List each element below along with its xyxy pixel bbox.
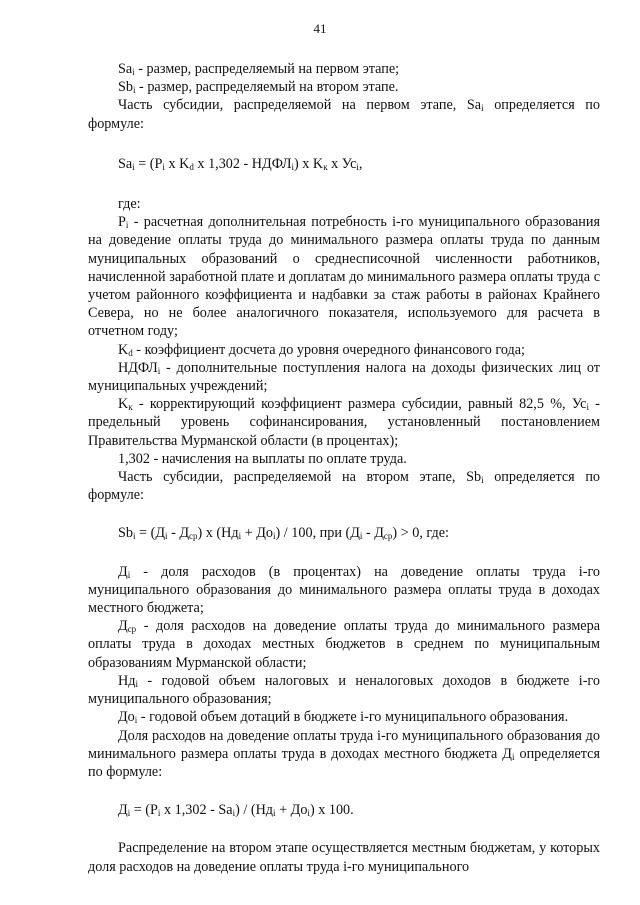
paragraph-share-formula: Доля расходов на доведение оплаты труда i-го муниципального образования до минимального размера оплаты труда в доходах местного бюджета $Д_i$ определяется по формуле: [88, 727, 600, 780]
definition-ndi: $Нд_i$ - годовой объем налоговых и неналоговых доходов в бюджете i-го муниципального образования; [88, 672, 600, 708]
paragraph-distribution: Распределение на втором этапе осуществляется местным бюджетам, у которых доля расходов на доведение оплаты труда i-го муниципального [88, 840, 600, 875]
definition-kd: $K_d$ - коэффициент досчета до уровня очередного финансового года; [118, 341, 526, 358]
definition-doi: $До_i$ - годовой объем дотаций в бюджете i-го муниципального образования. [118, 709, 569, 726]
formula-di: $Д_i = (P_i$ x $1,302 - Sa_i) / (Нд_i + До_i)$ x 100. [118, 802, 354, 819]
definition-di: $Д_i$ - доля расходов (в процентах) на доведение оплаты труда i-го муниципального образования до минимального размера оплаты труда в доходах местного бюджета; [88, 563, 600, 617]
definition-kk-usi: $K_к$ - корректирующий коэффициент размера субсидии, равный 82,5 %, $Ус_i$ - предельный уровень софинансирования, установленный постановлением Правительства Мурманской области (в процентах); [88, 396, 600, 449]
paragraph-first-stage: Часть субсидии, распределяемой на первом этапе, $Sa_i$ определяется по формуле: [88, 97, 600, 132]
definition-p: $P_i$ - расчетная дополнительная потребность i-го муниципального образования на доведение оплаты труда до минимального размера оплаты труда по данным муниципальных образований о среднесписочной численности работников, начисленной заработной плате и доплатам до минимального размера оплаты труда с учетом районного коэффициента и надбавки за стаж работы в районах Крайнего Севера, но не более аналогичного показателя, используемого для расчета в отчетном году; [88, 214, 600, 340]
definition-1302: 1,302 - начисления на выплаты по оплате труда. [118, 450, 407, 467]
where-label: где: [118, 196, 141, 213]
document-body [88, 60, 600, 876]
definition-dsr: $Д_{ср}$ - доля расходов на доведение оплаты труда до минимального размера оплаты труда в доходах местных бюджетов в среднем по муниципальным образованиям Мурманской области; [88, 618, 600, 671]
definition-sb: $Sb_i$ - размер, распределяемый на втором этапе. [118, 79, 399, 96]
page-number: 41 [313, 21, 327, 36]
formula-sa: $Sa_i = (P_i$ x $K_d$ x $1,302 - НДФЛ_i$) x $K_к$ x $Ус_i$, [118, 155, 363, 172]
definition-sa: $Sa_i$ - размер, распределяемый на первом этапе; [118, 61, 400, 77]
paragraph-second-stage: Часть субсидии, распределяемой на втором этапе, $Sb_i$ определяется по формуле: [88, 469, 600, 504]
formula-sb: $Sb_i = (Д_i - Д_{ср})$ x $(Нд_i + До_i) / 100$, при $(Д_i - Д_{ср}) > 0$, где: [118, 525, 449, 542]
definition-ndfl: $НДФЛ_i$ - дополнительные поступления налога на доходы физических лиц от муниципальных учреждений; [88, 359, 600, 395]
